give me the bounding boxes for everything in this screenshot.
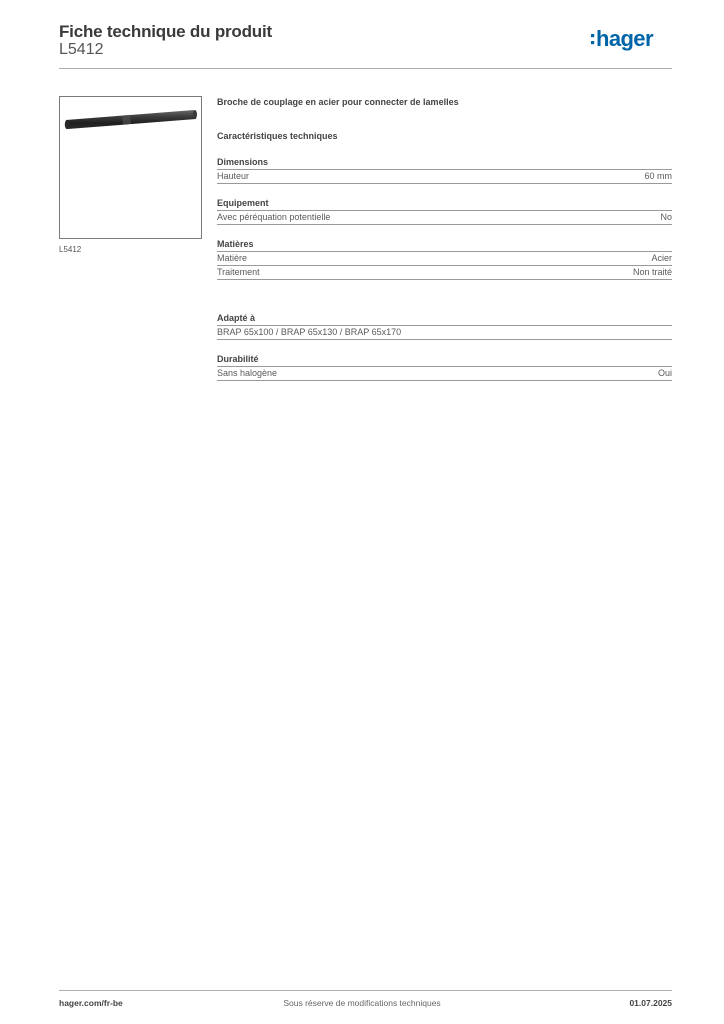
footer-date: 01.07.2025 <box>629 998 672 1008</box>
coupling-pin-image <box>60 97 201 238</box>
spec-group-materials <box>217 238 672 280</box>
spec-label: Hauteur <box>217 171 250 181</box>
logo-text: hager <box>596 26 653 51</box>
spec-group-title: Adapté à <box>217 312 672 326</box>
spec-group-title: Durabilité <box>217 353 672 367</box>
spec-group-title: Matières <box>217 238 672 252</box>
spec-group-title: Dimensions <box>217 156 672 170</box>
spec-value: 60 mm <box>644 171 672 181</box>
footer-disclaimer: Sous réserve de modifications techniques <box>283 998 441 1008</box>
product-description: Broche de couplage en acier pour connecter de lamelles <box>217 97 459 107</box>
spec-group-durability <box>217 353 672 381</box>
spec-group-title: Equipement <box>217 197 672 211</box>
footer-website-link[interactable]: hager.com/fr-be <box>59 998 123 1008</box>
spec-value: No <box>660 212 672 222</box>
hager-logo-mark <box>590 26 672 54</box>
product-reference: L5412 <box>59 41 104 58</box>
spec-row <box>217 252 672 266</box>
section-spacer <box>217 280 672 312</box>
spec-row <box>217 211 672 225</box>
spec-row <box>217 266 672 280</box>
spec-row <box>217 170 672 184</box>
page-title: Fiche technique du produit <box>59 22 272 41</box>
spec-group-suitable-for <box>217 312 672 340</box>
product-image <box>59 96 202 239</box>
spec-label: BRAP 65x100 / BRAP 65x130 / BRAP 65x170 <box>217 327 402 337</box>
spec-value: Non traité <box>632 267 672 277</box>
spec-row <box>217 367 672 381</box>
hager-logo <box>590 26 672 54</box>
spec-label: Sans halogène <box>217 368 278 378</box>
product-specifications <box>217 96 672 381</box>
spec-value: Oui <box>657 368 672 378</box>
spec-label: Traitement <box>217 267 260 277</box>
spec-label: Matière <box>217 253 248 263</box>
header-divider <box>59 68 672 69</box>
spec-row <box>217 326 672 340</box>
spec-group-equipment <box>217 197 672 225</box>
tech-characteristics-heading: Caractéristiques techniques <box>217 131 338 141</box>
product-image-caption: L5412 <box>59 245 82 254</box>
spec-label: Avec péréquation potentielle <box>217 212 331 222</box>
footer-divider <box>59 990 672 991</box>
spec-value: Acier <box>651 253 672 263</box>
spec-group-dimensions <box>217 156 672 184</box>
